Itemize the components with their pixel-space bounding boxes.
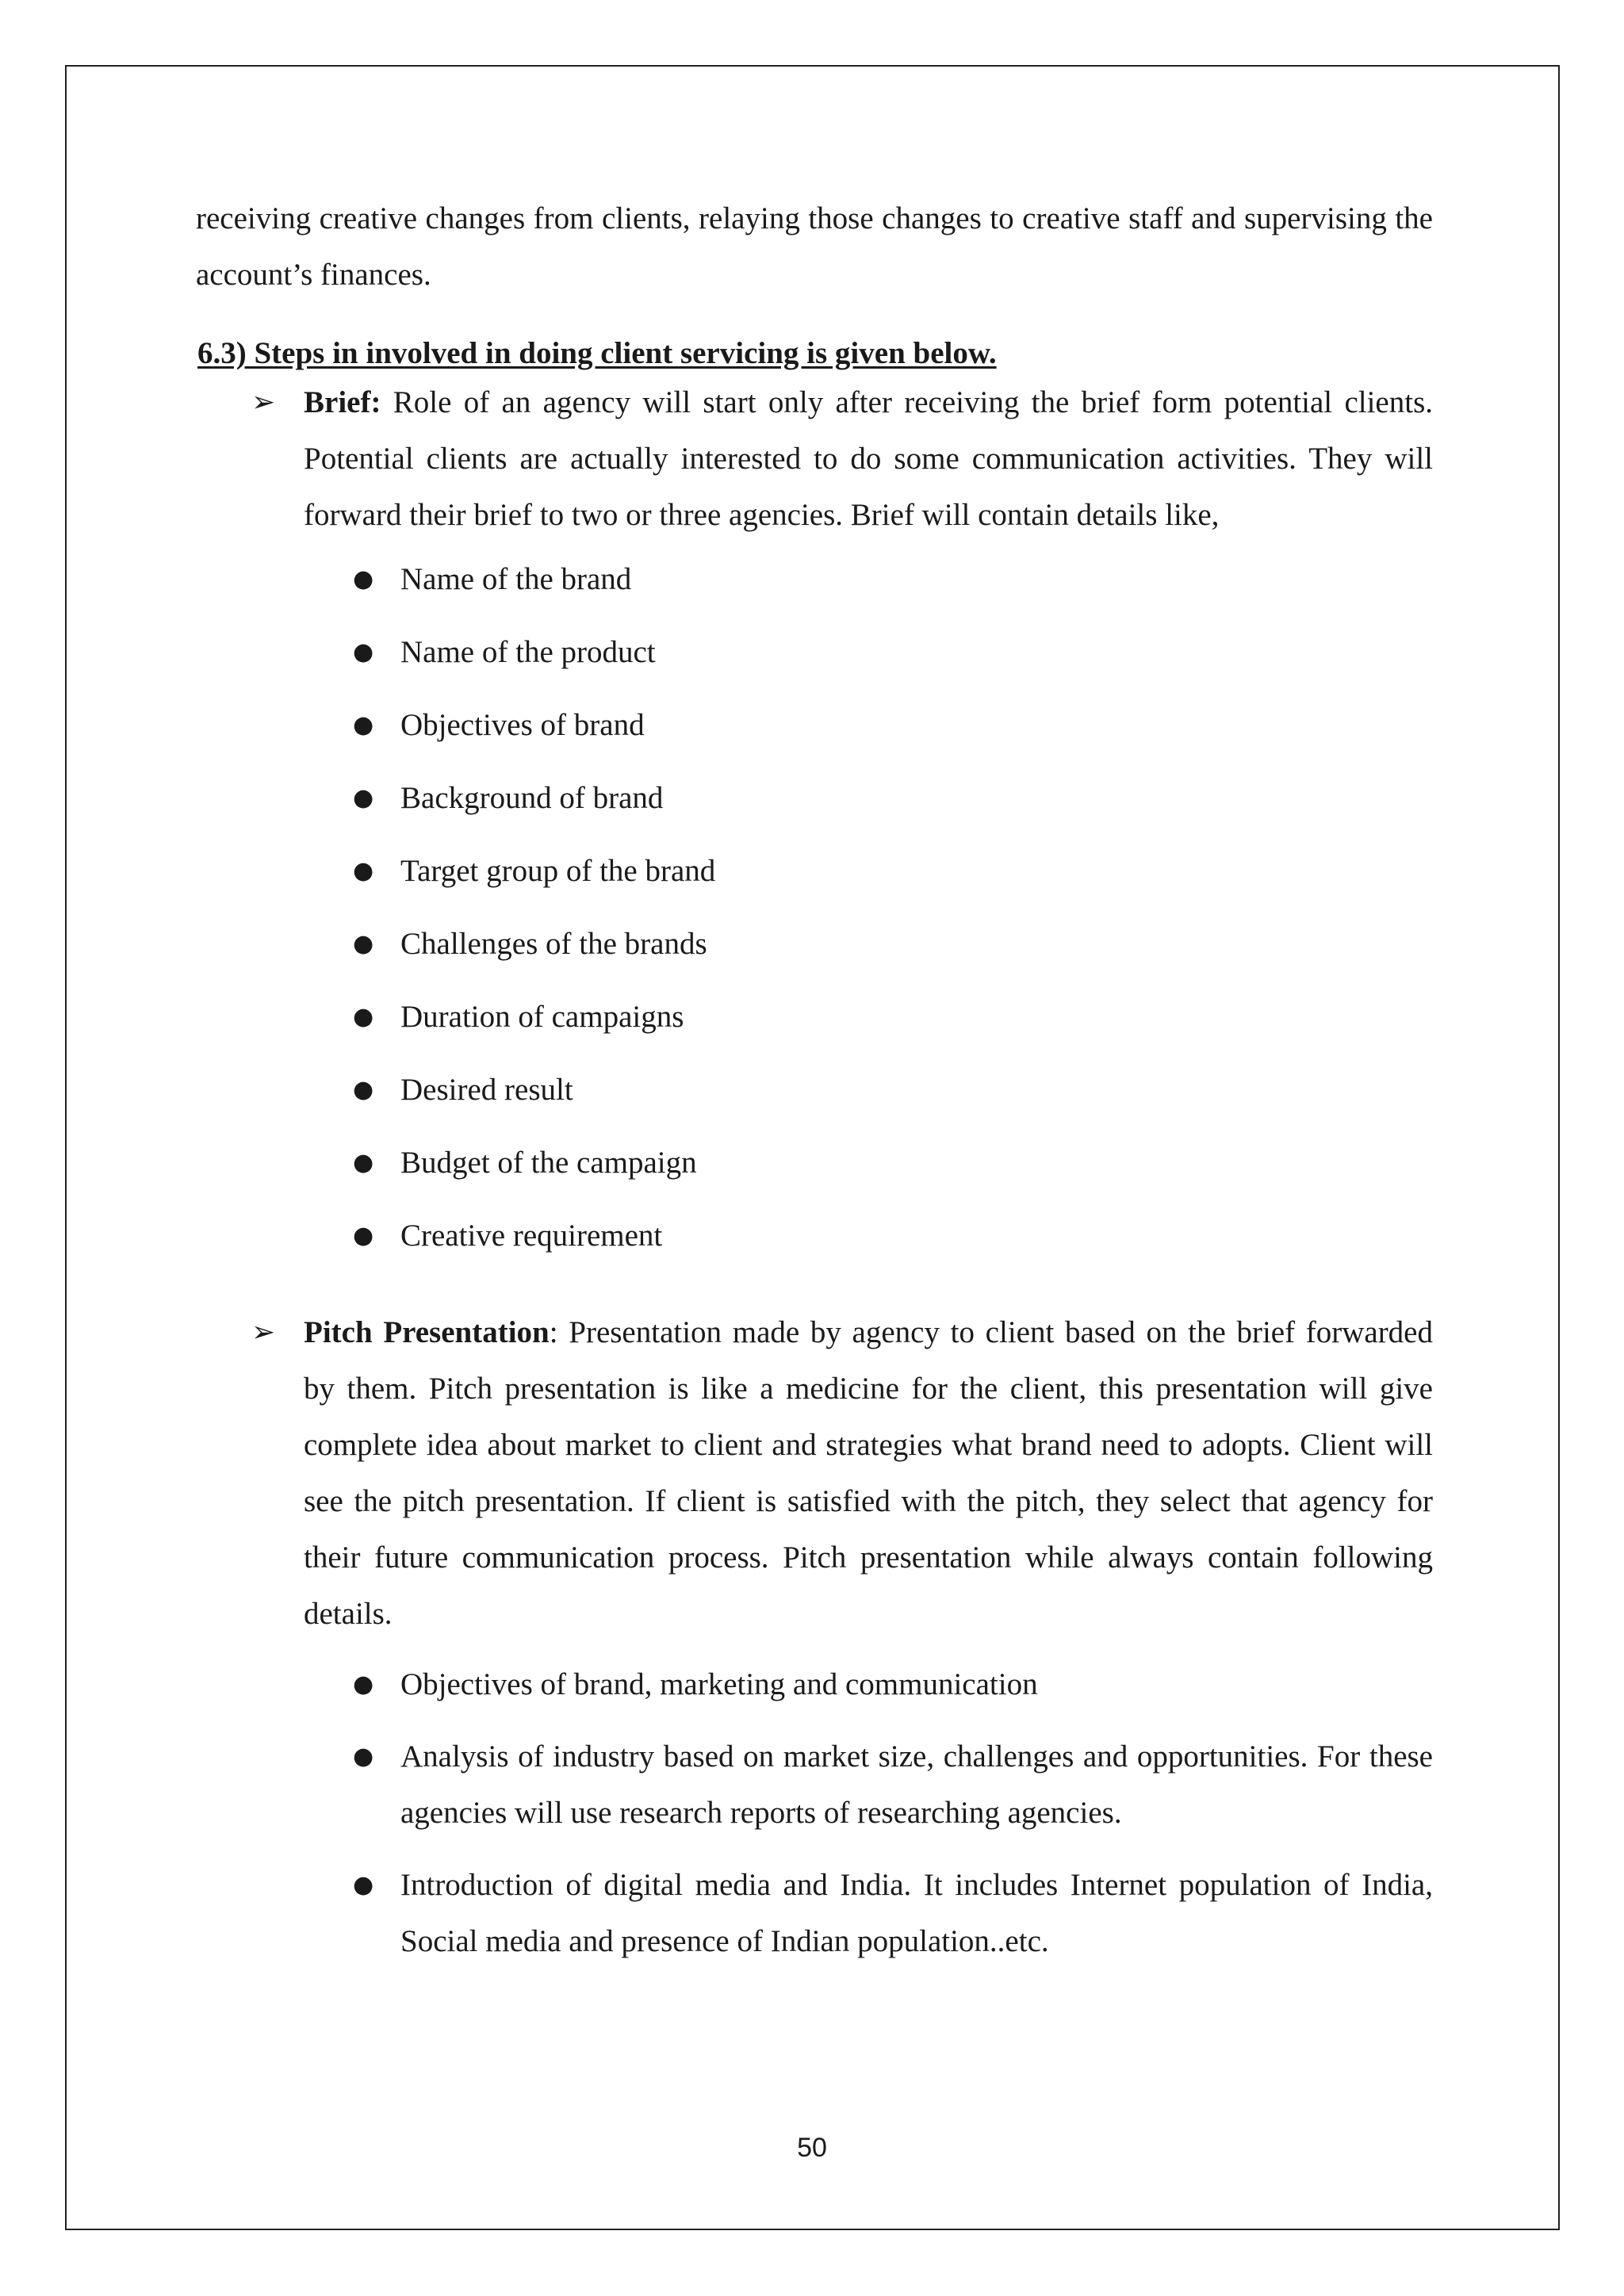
intro-paragraph: receiving creative changes from clients, relaying those changes to creative staff and supervising the account’s finances. — [196, 201, 1433, 292]
bullet-dot-icon: ● — [353, 711, 374, 739]
step-body: Role of an agency will start only after receiving the brief form potential clients. Potential clients are actually interested to do some communication activities. They will forward their brief to two or three agencies. Brief will contain details like, — [304, 385, 1434, 532]
bullet-dot-icon: ● — [353, 1871, 374, 1899]
arrow-bullet-icon: ➢ — [251, 386, 276, 419]
list-item: ● Background of brand — [400, 778, 1433, 851]
step-body: : Presentation made by agency to client based on the brief forwarded by them. Pitch presentation is like a medicine for the client, this presentation will give complete idea about market to client and strategies what brand need to adopts. Client will see the pitch presentation. If client is satisfied with the pitch, they select that agency for their future communication process. Pitch presentation while always contain following details. — [304, 1315, 1433, 1631]
list-item: ● Name of the product — [400, 632, 1433, 705]
list-item: ● Objectives of brand, marketing and communication — [400, 1656, 1433, 1712]
bullet-dot-icon: ● — [353, 638, 374, 666]
list-item: ● Introduction of digital media and India. It includes Internet population of India, Social media and presence of Indian population..etc. — [400, 1857, 1433, 1969]
list-item: ● Challenges of the brands — [400, 924, 1433, 997]
step-title: Pitch Presentation — [304, 1315, 550, 1349]
bullet-dot-icon: ● — [353, 1149, 374, 1177]
pitch-detail-list — [196, 1656, 1433, 1969]
page-number: 50 — [797, 2133, 827, 2163]
page-content — [196, 190, 1433, 1985]
step-pitch-presentation — [251, 1304, 1433, 1642]
list-item: ● Analysis of industry based on market size, challenges and opportunities. For these agencies will use research reports of researching agencies. — [400, 1728, 1433, 1841]
arrow-bullet-icon: ➢ — [251, 1316, 276, 1349]
bullet-dot-icon: ● — [353, 1743, 374, 1770]
list-item: ● Target group of the brand — [400, 851, 1433, 924]
list-item: ● Budget of the campaign — [400, 1142, 1433, 1215]
bullet-dot-icon: ● — [353, 930, 374, 958]
list-item: ● Objectives of brand — [400, 705, 1433, 778]
bullet-dot-icon: ● — [353, 1222, 374, 1249]
bullet-dot-icon: ● — [353, 784, 374, 812]
step-brief — [251, 374, 1434, 543]
bullet-dot-icon: ● — [353, 1003, 374, 1031]
section-heading: 6.3) Steps in involved in doing client servicing is given below. — [197, 336, 997, 370]
list-item: ● Desired result — [400, 1070, 1433, 1142]
bullet-dot-icon: ● — [353, 565, 374, 593]
step-title: Brief: — [304, 385, 381, 419]
bullet-dot-icon: ● — [353, 1076, 374, 1104]
bullet-dot-icon: ● — [353, 1670, 374, 1698]
brief-detail-list — [196, 559, 1433, 1288]
list-item: ● Name of the brand — [400, 559, 1433, 632]
list-item: ● Creative requirement — [400, 1215, 1433, 1288]
bullet-dot-icon: ● — [353, 857, 374, 885]
list-item: ● Duration of campaigns — [400, 997, 1433, 1070]
